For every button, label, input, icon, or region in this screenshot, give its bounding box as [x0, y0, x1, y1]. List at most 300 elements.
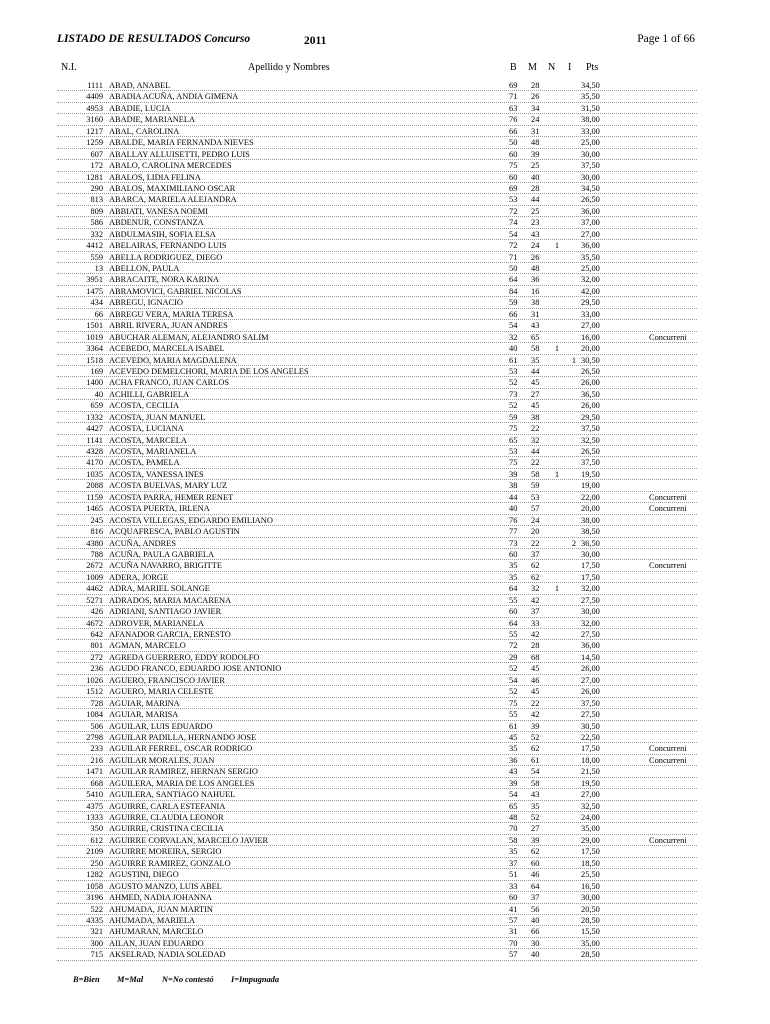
no-contesto-cell: 1: [554, 584, 559, 594]
mal-cell: 26: [531, 92, 540, 102]
ni-cell: 4409: [86, 92, 103, 102]
pts-cell: 37,00: [581, 218, 600, 228]
pts-cell: 31,50: [581, 103, 600, 113]
pts-cell: 32,00: [581, 275, 600, 285]
table-row: [57, 137, 697, 148]
ni-cell: 434: [90, 298, 103, 308]
name-cell: AGUIRRE MOREIRA, SERGIO: [109, 847, 222, 857]
table-row: [57, 629, 697, 640]
pts-cell: 29,50: [581, 298, 600, 308]
mal-cell: 34: [531, 103, 540, 113]
pts-cell: 26,50: [581, 366, 600, 376]
table-row: [57, 355, 697, 366]
observacion-cell: Concurreni: [649, 561, 687, 571]
name-cell: ACOSTA, MARIANELA: [109, 447, 197, 456]
ni-cell: 40: [94, 389, 103, 399]
bien-cell: 39: [509, 778, 518, 788]
mal-cell: 38: [531, 298, 540, 308]
mal-cell: 59: [531, 481, 540, 491]
ni-cell: 3364: [86, 344, 103, 354]
pts-cell: 28,50: [581, 915, 600, 925]
table-row: [57, 412, 697, 423]
ni-cell: 1217: [86, 126, 103, 136]
ni-cell: 3160: [86, 115, 103, 125]
column-header-name: Apellido y Nombres: [248, 62, 330, 73]
ni-cell: 350: [90, 824, 103, 834]
mal-cell: 62: [531, 561, 540, 571]
mal-cell: 20: [531, 527, 540, 537]
bien-cell: 52: [509, 664, 518, 674]
mal-cell: 28: [531, 81, 540, 90]
pts-cell: 32,00: [581, 618, 600, 628]
ni-cell: 1019: [86, 332, 103, 342]
ni-cell: 715: [90, 950, 103, 960]
impugnada-cell: 2: [571, 538, 576, 548]
bien-cell: 50: [509, 264, 518, 273]
pts-cell: 17,50: [581, 847, 600, 857]
pts-cell: 34,50: [581, 81, 600, 90]
table-row: [57, 686, 697, 697]
table-row: [57, 126, 697, 137]
pts-cell: 19,00: [581, 481, 600, 491]
pts-cell: 15,50: [581, 927, 600, 937]
name-cell: ABREGU VERA, MARIA TERESA: [109, 309, 234, 319]
bien-cell: 52: [509, 687, 518, 697]
table-row: [57, 812, 697, 823]
name-cell: AGUIRRE, CARLA ESTEFANIA: [109, 801, 226, 811]
table-row: [57, 343, 697, 354]
table-row: [57, 846, 697, 857]
name-cell: AGUIRRE RAMIREZ, GONZALO: [109, 858, 231, 868]
mal-cell: 22: [531, 424, 540, 434]
bien-cell: 75: [509, 458, 518, 468]
ni-cell: 4380: [86, 538, 103, 548]
mal-cell: 22: [531, 538, 540, 548]
mal-cell: 23: [531, 218, 540, 228]
bien-cell: 72: [509, 241, 518, 251]
name-cell: ACOSTA VILLEGAS, EDGARDO EMILIANO: [109, 515, 273, 525]
table-row: [57, 263, 697, 274]
bien-cell: 59: [509, 412, 518, 422]
bien-cell: 70: [509, 938, 518, 948]
ni-cell: 1026: [86, 675, 103, 685]
bien-cell: 76: [509, 515, 518, 525]
ni-cell: 1159: [86, 492, 103, 502]
name-cell: AGUILAR FERREL, OSCAR RODRIGO: [109, 744, 253, 754]
mal-cell: 27: [531, 824, 540, 834]
bien-cell: 53: [509, 366, 518, 376]
name-cell: AGUILAR RAMIREZ, HERNAN SERGIO: [109, 767, 258, 777]
pts-cell: 29,00: [581, 835, 600, 845]
column-header-n: N: [548, 62, 556, 73]
name-cell: ACOSTA BUELVAS, MARY LUZ: [109, 481, 228, 491]
mal-cell: 32: [531, 435, 540, 445]
bien-cell: 39: [509, 469, 518, 479]
mal-cell: 57: [531, 504, 540, 514]
pts-cell: 27,00: [581, 675, 600, 685]
mal-cell: 60: [531, 858, 540, 868]
table-row: [57, 869, 697, 880]
ni-cell: 300: [90, 938, 103, 948]
ni-cell: 642: [90, 630, 103, 639]
ni-cell: 1259: [86, 138, 103, 148]
pts-cell: 30,00: [581, 607, 600, 617]
bien-cell: 72: [509, 206, 518, 216]
table-row: [57, 732, 697, 743]
ni-cell: 5410: [86, 790, 103, 800]
pts-cell: 18,50: [581, 858, 600, 868]
pts-cell: 26,50: [581, 447, 600, 456]
pts-cell: 30,50: [581, 721, 600, 731]
ni-cell: 1282: [86, 870, 103, 880]
ni-cell: 3196: [86, 893, 103, 903]
table-row: [57, 721, 697, 732]
ni-cell: 290: [90, 183, 103, 193]
ni-cell: 1035: [86, 469, 103, 479]
bien-cell: 29: [509, 652, 518, 662]
ni-cell: 321: [90, 927, 103, 937]
bien-cell: 55: [509, 595, 518, 605]
legend-mal: M=Mal: [117, 975, 144, 984]
ni-cell: 245: [90, 515, 103, 525]
bien-cell: 58: [509, 835, 518, 845]
name-cell: ABARCA, MARIELA ALEJANDRA: [109, 195, 237, 205]
ni-cell: 4427: [86, 424, 103, 434]
pts-cell: 35,00: [581, 824, 600, 834]
pts-cell: 27,00: [581, 229, 600, 239]
mal-cell: 39: [531, 835, 540, 845]
pts-cell: 35,50: [581, 92, 600, 102]
mal-cell: 37: [531, 549, 540, 559]
name-cell: ABELLON, PAULA: [109, 264, 180, 273]
table-row: [57, 743, 697, 754]
pts-cell: 26,00: [581, 664, 600, 674]
pts-cell: 27,00: [581, 790, 600, 800]
ni-cell: 1475: [86, 286, 103, 296]
mal-cell: 32: [531, 584, 540, 594]
pts-cell: 30,00: [581, 172, 600, 182]
bien-cell: 75: [509, 161, 518, 171]
pts-cell: 35,50: [581, 252, 600, 262]
ni-cell: 4462: [86, 584, 103, 594]
observacion-cell: Concurreni: [649, 835, 687, 845]
mal-cell: 26: [531, 252, 540, 262]
ni-cell: 506: [90, 721, 103, 731]
mal-cell: 39: [531, 721, 540, 731]
observacion-cell: Concurreni: [649, 504, 687, 514]
mal-cell: 37: [531, 893, 540, 903]
mal-cell: 45: [531, 687, 540, 697]
pts-cell: 25,00: [581, 264, 600, 273]
bien-cell: 65: [509, 435, 518, 445]
mal-cell: 61: [531, 755, 540, 765]
pts-cell: 36,00: [581, 241, 600, 251]
table-row: [57, 446, 697, 457]
pts-cell: 30,00: [581, 149, 600, 159]
table-row: [57, 823, 697, 834]
name-cell: ACUÑA, PAULA GABRIELA: [109, 549, 215, 559]
table-row: [57, 652, 697, 663]
bien-cell: 64: [509, 618, 518, 628]
legend-impugnada: I=Impugnada: [231, 975, 280, 984]
table-row: [57, 240, 697, 251]
legend-no-contesto: N=No contestó: [162, 975, 214, 984]
name-cell: AHUMADA, MARIELA: [109, 915, 196, 925]
pts-cell: 14,50: [581, 652, 600, 662]
bien-cell: 35: [509, 744, 518, 754]
table-row: [57, 389, 697, 400]
pts-cell: 35,00: [581, 938, 600, 948]
page-title: LISTADO DE RESULTADOS Concurso: [57, 33, 251, 45]
bien-cell: 60: [509, 549, 518, 559]
ni-cell: 169: [90, 366, 103, 376]
table-row: [57, 583, 697, 594]
column-header-i: I: [568, 62, 572, 73]
name-cell: ACOSTA, PAMELA: [109, 458, 180, 468]
ni-cell: 1111: [87, 81, 103, 90]
name-cell: ACOSTA, CECILIA: [109, 401, 180, 411]
pts-cell: 36,00: [581, 206, 600, 216]
bien-cell: 64: [509, 584, 518, 594]
table-row: [57, 938, 697, 949]
bien-cell: 66: [509, 309, 518, 319]
name-cell: ABAL, CAROLINA: [109, 126, 180, 136]
bien-cell: 38: [509, 481, 518, 491]
mal-cell: 44: [531, 195, 540, 205]
pts-cell: 26,00: [581, 401, 600, 411]
pts-cell: 33,00: [581, 309, 600, 319]
name-cell: AKSELRAD, NADIA SOLEDAD: [109, 950, 226, 960]
table-row: [57, 160, 697, 171]
mal-cell: 45: [531, 664, 540, 674]
name-cell: AHMED, NADIA JOHANNA: [109, 893, 213, 903]
ni-cell: 236: [90, 664, 103, 674]
ni-cell: 612: [90, 835, 103, 845]
ni-cell: 272: [90, 652, 103, 662]
pts-cell: 36,00: [581, 641, 600, 651]
mal-cell: 28: [531, 641, 540, 651]
table-row: [57, 789, 697, 800]
table-row: [57, 229, 697, 240]
bien-cell: 33: [509, 881, 518, 891]
table-row: [57, 949, 697, 960]
mal-cell: 48: [531, 138, 540, 148]
mal-cell: 39: [531, 149, 540, 159]
table-row: [57, 103, 697, 114]
name-cell: AGUILAR PADILLA, HERNANDO JOSE: [109, 732, 257, 742]
observacion-cell: Concurreni: [649, 744, 687, 754]
mal-cell: 42: [531, 630, 540, 639]
mal-cell: 35: [531, 801, 540, 811]
bien-cell: 40: [509, 504, 518, 514]
bien-cell: 53: [509, 195, 518, 205]
name-cell: ACEBEDO, MARCELA ISABEL: [109, 344, 225, 354]
ni-cell: 2109: [86, 847, 103, 857]
observacion-cell: Concurreni: [649, 332, 687, 342]
bien-cell: 50: [509, 138, 518, 148]
table-row: [57, 606, 697, 617]
pts-cell: 27,50: [581, 710, 600, 720]
page-number: Page 1 of 66: [637, 33, 695, 45]
table-row: [57, 778, 697, 789]
table-row: [57, 709, 697, 720]
no-contesto-cell: 1: [554, 469, 559, 479]
table-row: [57, 274, 697, 285]
pts-cell: 26,00: [581, 378, 600, 388]
name-cell: ACEVEDO, MARIA MAGDALENA: [109, 355, 237, 365]
ni-cell: 607: [90, 149, 103, 159]
name-cell: AGUIRRE, CLAUDIA LEONOR: [109, 813, 224, 822]
ni-cell: 728: [90, 698, 103, 708]
pts-cell: 37,50: [581, 698, 600, 708]
mal-cell: 22: [531, 698, 540, 708]
mal-cell: 24: [531, 241, 540, 251]
column-header-pts: Pts: [586, 62, 599, 73]
mal-cell: 44: [531, 366, 540, 376]
bien-cell: 53: [509, 447, 518, 456]
bien-cell: 84: [509, 286, 518, 296]
bien-cell: 61: [509, 355, 518, 365]
ni-cell: 801: [90, 641, 103, 651]
mal-cell: 36: [531, 275, 540, 285]
table-row: [57, 114, 697, 125]
pts-cell: 27,50: [581, 630, 600, 639]
table-row: [57, 538, 697, 549]
bien-cell: 71: [509, 92, 518, 102]
name-cell: ABRIL RIVERA, JUAN ANDRES: [109, 321, 228, 331]
bien-cell: 73: [509, 538, 518, 548]
name-cell: ABADIE, LUCIA: [109, 103, 171, 113]
name-cell: AHUMADA, JUAN MARTIN: [109, 904, 213, 914]
name-cell: ABELAIRAS, FERNANDO LUIS: [109, 241, 227, 251]
pts-cell: 42,00: [581, 286, 600, 296]
bien-cell: 54: [509, 321, 518, 331]
impugnada-cell: 1: [571, 355, 576, 365]
table-row: [57, 423, 697, 434]
name-cell: AGUDO FRANCO, EDUARDO JOSE ANTONIO: [109, 664, 282, 674]
name-cell: ACQUAFRESCA, PABLO AGUSTIN: [109, 527, 240, 537]
ni-cell: 66: [94, 309, 103, 319]
ni-cell: 522: [90, 904, 103, 914]
name-cell: ABADIA ACUÑA, ANDIA GIMENA: [109, 92, 239, 102]
table-row: [57, 618, 697, 629]
mal-cell: 42: [531, 710, 540, 720]
bien-cell: 70: [509, 824, 518, 834]
ni-cell: 3951: [86, 275, 103, 285]
bien-cell: 54: [509, 790, 518, 800]
ni-cell: 216: [90, 755, 103, 765]
year: 2011: [304, 35, 327, 47]
pts-cell: 17,50: [581, 744, 600, 754]
table-row: [57, 332, 697, 343]
ni-cell: 332: [90, 229, 103, 239]
table-row: [57, 549, 697, 560]
bien-cell: 64: [509, 275, 518, 285]
pts-cell: 20,00: [581, 344, 600, 354]
table-row: [57, 217, 697, 228]
table-row: [57, 469, 697, 480]
ni-cell: 1332: [86, 412, 103, 422]
ni-cell: 1471: [86, 767, 103, 777]
name-cell: ABRAMOVICI, GABRIEL NICOLAS: [109, 286, 242, 296]
mal-cell: 62: [531, 744, 540, 754]
pts-cell: 17,50: [581, 572, 600, 582]
ni-cell: 1465: [86, 504, 103, 514]
pts-cell: 22,00: [581, 492, 600, 502]
name-cell: ADRIANI, SANTIAGO JAVIER: [109, 607, 222, 617]
pts-cell: 30,00: [581, 549, 600, 559]
bien-cell: 36: [509, 755, 518, 765]
name-cell: ACOSTA, JUAN MANUEL: [109, 412, 206, 422]
pts-cell: 19,50: [581, 469, 600, 479]
bien-cell: 35: [509, 561, 518, 571]
ni-cell: 233: [90, 744, 103, 754]
name-cell: ADRADOS, MARIA MACARENA: [109, 595, 232, 605]
mal-cell: 53: [531, 492, 540, 502]
table-row: [57, 377, 697, 388]
table-row: [57, 858, 697, 869]
mal-cell: 65: [531, 332, 540, 342]
mal-cell: 52: [531, 732, 540, 742]
pts-cell: 33,00: [581, 126, 600, 136]
table-row: [57, 320, 697, 331]
table-row: [57, 503, 697, 514]
mal-cell: 27: [531, 389, 540, 399]
ni-cell: 1009: [86, 572, 103, 582]
mal-cell: 25: [531, 161, 540, 171]
mal-cell: 68: [531, 652, 540, 662]
observacion-cell: Concurreni: [649, 755, 687, 765]
name-cell: AGUIAR, MARISA: [109, 710, 179, 720]
pts-cell: 28,50: [581, 950, 600, 960]
column-header-b: B: [510, 62, 517, 73]
ni-cell: 659: [90, 401, 103, 411]
pts-cell: 24,00: [581, 813, 600, 822]
bien-cell: 61: [509, 721, 518, 731]
name-cell: ACUÑA NAVARRO, BRIGITTE: [109, 561, 222, 571]
name-cell: ABELLA RODRIGUEZ, DIEGO: [109, 252, 223, 262]
column-header-ni: N.I.: [61, 62, 77, 73]
bien-cell: 35: [509, 847, 518, 857]
bien-cell: 54: [509, 229, 518, 239]
bien-cell: 52: [509, 401, 518, 411]
mal-cell: 31: [531, 126, 540, 136]
ni-cell: 4375: [86, 801, 103, 811]
table-row: [57, 835, 697, 846]
mal-cell: 24: [531, 515, 540, 525]
name-cell: AGREDA GUERRERO, EDDY RODOLFO: [109, 652, 260, 662]
name-cell: ADROVER, MARIANELA: [109, 618, 204, 628]
pts-cell: 32,50: [581, 435, 600, 445]
bien-cell: 59: [509, 298, 518, 308]
bien-cell: 45: [509, 732, 518, 742]
table-row: [57, 309, 697, 320]
ni-cell: 2672: [86, 561, 103, 571]
mal-cell: 25: [531, 206, 540, 216]
bien-cell: 69: [509, 81, 518, 90]
name-cell: ADRA, MARIEL SOLANGE: [109, 584, 210, 594]
table-row: [57, 766, 697, 777]
name-cell: AGUSTINI, DIEGO: [109, 870, 179, 880]
ni-cell: 5271: [86, 595, 103, 605]
table-row: [57, 286, 697, 297]
bien-cell: 37: [509, 858, 518, 868]
pts-cell: 20,50: [581, 904, 600, 914]
name-cell: ABDULMASIH, SOFIA ELSA: [109, 229, 216, 239]
mal-cell: 46: [531, 870, 540, 880]
bien-cell: 57: [509, 950, 518, 960]
ni-cell: 586: [90, 218, 103, 228]
